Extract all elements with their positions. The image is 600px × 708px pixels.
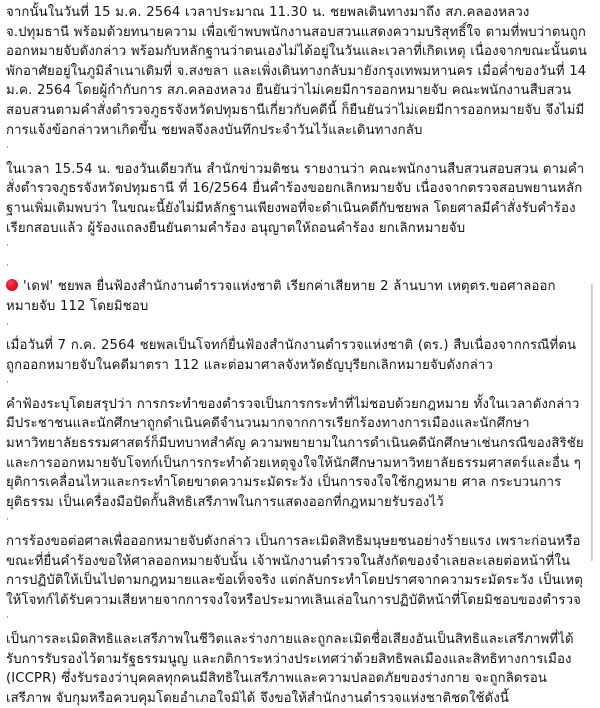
paragraph-4: คำฟ้องระบุโดยสรุปว่า การกระทำของตำรวจเป็นการกระทำที่ไม่ชอบด้วยกฎหมาย ทั้งในเวลาดังกล่าวมีประชาชนและนักศึกษาถูกดำเนินคดีจำนวนมากจากการเรียกร้องทางการเมืองและนักศึกษามหาวิทยาลัยธรรมศาสตร์ก็มีบทบาทสำคัญ ความพยายามในการดำเนินคดีนักศึกษาเช่นกรณีของสิริชัย และการออกหมายจับโจทก์เป็นการกระทำด้วยเหตุจูงใจให้นักศึกษามหาวิทยาลัยธรรมศาสตร์และอื่น ๆ ยุติการเคลื่อนไหวและกระทำโดยขาดความระมัดระวัง เป็นการจงใจใช้กฎหมาย ศาล กระบวนการยุติธรรม เป็นเครื่องมือปัดกั้นสิทธิเสรีภาพในการแสดงออกที่กฎหมายรับรองไว้ [6,396,584,510]
paragraph-break-5 [6,375,588,395]
red-circle-icon [6,279,18,291]
article-body [6,0,588,708]
paragraph-break-6 [6,512,588,532]
paragraph-break-2 [6,238,588,258]
vertical-scrollbar-thumb[interactable] [591,284,592,561]
paragraph-break-7 [6,610,588,630]
red-bullet-headline [6,277,588,316]
red-bullet-headline-text: 'เดฟ' ชยพล ยื่นฟ้องสำนักงานตำรวจแห่งชาติ เรียกค่าเสียหาย 2 ล้านบาท เหตุตร.ขอศาลออกหมายจับ 112 โดยมิชอบ [6,279,556,314]
separator-dot-icon: · [6,241,9,252]
separator-dot-icon: · [6,143,9,154]
paragraph-1: จากนั้นในวันที่ 15 ม.ค. 2564 เวลาประมาณ 11.30 น. ชยพลเดินทางมาถึง สภ.คลองหลวง จ.ปทุมธานี พร้อมด้วยทนายความ เพื่อเข้าพบพนักงานสอบสวนแสดงความบริสุทธิ์ใจ ตามที่พบว่าตนถูกออกหมายจับดังกล่าว พร้อมกับหลักฐานว่าตนเองไม่ได้อยู่ในวันและเวลาที่เกิดเหตุ เนื่องจากขณะนั้นตนพักอาศัยอยู่ในภูมิลำเนาเดิมที่ จ.สงขลา และเพิ่งเดินทางกลับมายังกรุงเทพมหานคร เมื่อค่ำของวันที่ 14 ม.ค. 2564 โดยผู้กำกับการ สภ.คลองหลวง ยืนยันว่าไม่เคยมีการออกหมายจับ คณะพนักงานสืบสวนสอบสวนตามคำสั่งตำรวจภูธรจังหวัดปทุมธานีเกี่ยวกับคดีนี้ ก็ยืนยันว่าไม่เคยมีการออกหมายจับ จึงไม่มีการแจ้งข้อกล่าวหาเกิดขึ้น ชยพลจึงลงบันทึกประจำวันไว้และเดินทางกลับ [6,5,588,138]
paragraph-3: เมื่อวันที่ 7 ก.ค. 2564 ชยพลเป็นโจทก์ยื่นฟ้องสำนักงานตำรวจแห่งชาติ (ตร.) สืบเนื่องจากกรณีที่ตนถูกออกหมายจับในคดีมาตรา 112 และต่อมาศาลจังหวัดธัญบุรียกเลิกหมายจับดังกล่าว [6,338,577,373]
paragraph-break-4 [6,317,588,337]
separator-dot-icon: · [6,260,9,271]
separator-dot-icon: · [6,378,9,389]
paragraph-5: การร้องขอต่อศาลเพื่อออกหมายจับดังกล่าว เป็นการละเมิดสิทธิมนุษยชนอย่างร้ายแรง เพราะก่อนหรือขณะที่ยื่นคำร้องขอให้ศาลออกหมายจับนั้น เจ้าพนักงานตำรวจในสังกัดของจำเลยละเลยต่อหน้าที่ในการปฏิบัติให้เป็นไปตามกฎหมายและข้อเท็จจริง แต่กลับกระทำโดยปราศจากความระมัดระวัง เป็นเหตุให้โจทก์ได้รับความเสียหายจากการจงใจหรือประมาทเลินเล่อในการปฏิบัติหน้าที่โดยมิชอบของตำรวจ [6,534,583,608]
paragraph-2: ในเวลา 15.54 น. ของวันเดียวกัน สำนักข่าวมติชน รายงานว่า คณะพนักงานสืบสวนสอบสวน ตามคำสั่งตำรวจภูธรจังหวัดปทุมธานี ที่ 16/2564 ยื่นคำร้องขอยกเลิกหมายจับ เนื่องจากตรวจสอบพยานหลักฐานเพิ่มเติมพบว่า ในขณะนี้ยังไม่มีหลักฐานเพียงพอที่จะดำเนินคดีกับชยพล โดยศาลมีคำสั่งรับคำร้อง เรียกสอบแล้ว ผู้ร้องแถลงยืนยันตามคำร้อง อนุญาตให้ถอนคำร้อง ยกเลิกหมายจับ [6,161,585,236]
paragraph-6: เป็นการละเมิดสิทธิและเสรีภาพในชีวิตและร่างกายและถูกละเมิดชื่อเสียงอันเป็นสิทธิและเสรีภาพที่ได้รับการรับรองไว้ตามรัฐธรรมนูญ และกติการะหว่างประเทศว่าด้วยสิทธิพลเมืองและสิทธิทางการเมือง (ICCPR) ซึ่งรับรองว่าบุคคลทุกคนมีสิทธิในเสรีภาพและความปลอดภัยของร่างกาย จะถูกลิดรอนเสรีภาพ จับกุมหรือควบคุมโดยอำเภอใจมิได้ จึงขอให้สำนักงานตำรวจแห่งชาติชดใช้ดังนี้ [6,632,574,706]
paragraph-break-1 [6,140,588,160]
separator-dot-icon: · [6,515,9,526]
separator-dot-icon: · [6,613,9,624]
separator-dot-icon: · [6,319,9,330]
paragraph-break-3 [6,258,588,278]
